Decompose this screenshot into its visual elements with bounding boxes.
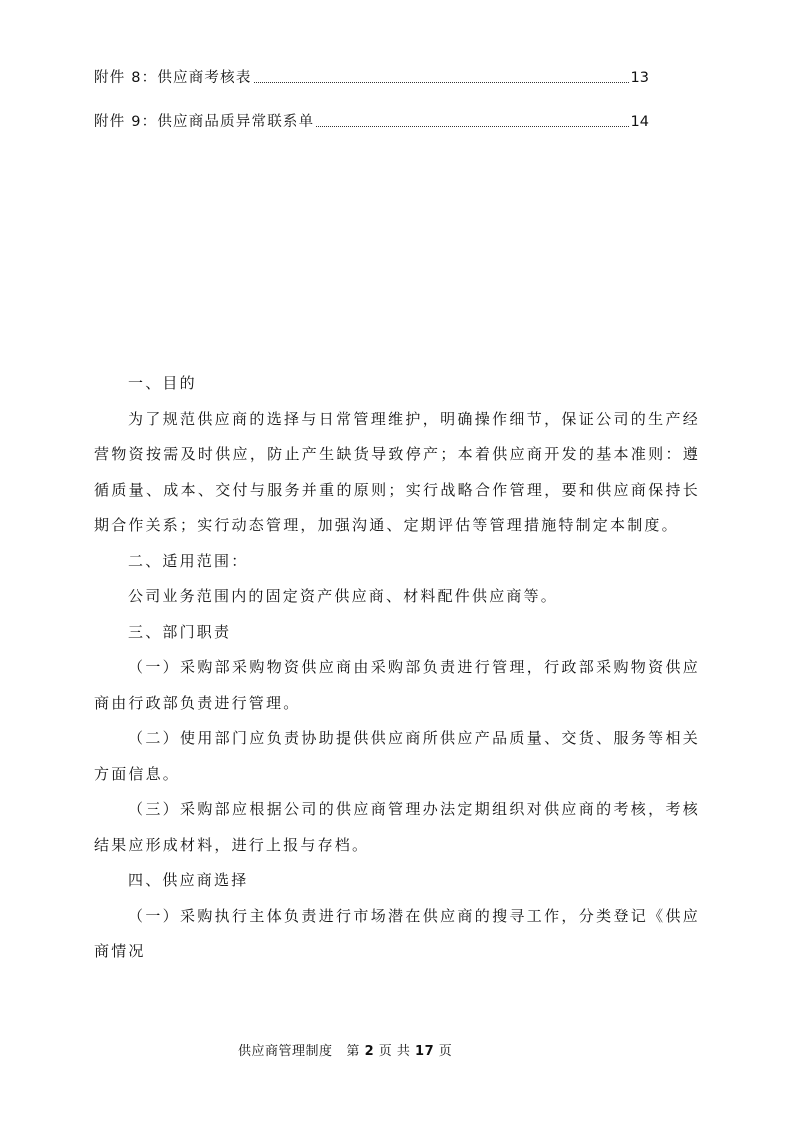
toc-label: 附件 9：供应商品质异常联系单 — [94, 114, 315, 130]
section-heading-purpose: 一、目的 — [128, 374, 197, 392]
footer-doc-name: 供应商管理制度 — [238, 1044, 333, 1059]
footer-total-pages: 17 — [415, 1044, 435, 1059]
toc-page-number: 13 — [630, 70, 649, 86]
document-body — [94, 366, 700, 970]
toc-page-number: 14 — [630, 114, 649, 130]
section-heading-selection: 四、供应商选择 — [128, 871, 249, 889]
footer-current-page: 2 — [364, 1044, 375, 1059]
toc-leader-dots — [316, 126, 628, 127]
paragraph-selection-1: （一）采购执行主体负责进行市场潜在供应商的搜寻工作，分类登记《供应商情况 — [94, 906, 700, 960]
footer-prefix: 第 — [346, 1044, 360, 1059]
footer-suffix: 页 — [438, 1044, 453, 1059]
footer-mid: 页 共 — [378, 1044, 411, 1059]
paragraph-responsibility-2: （二）使用部门应负责协助提供供应商所供应产品质量、交货、服务等相关方面信息。 — [94, 729, 700, 783]
toc-entry-8[interactable] — [94, 66, 649, 87]
page-footer — [238, 1040, 452, 1059]
toc-label: 附件 8：供应商考核表 — [94, 70, 252, 86]
paragraph-responsibility-3: （三）采购部应根据公司的供应商管理办法定期组织对供应商的考核，考核结果应形成材料，进行上报与存档。 — [94, 800, 700, 854]
paragraph-scope: 公司业务范围内的固定资产供应商、材料配件供应商等。 — [128, 587, 559, 605]
toc-entry-9[interactable] — [94, 110, 649, 131]
section-heading-responsibilities: 三、部门职责 — [128, 622, 232, 641]
toc-leader-dots — [254, 82, 629, 83]
paragraph-purpose: 为了规范供应商的选择与日常管理维护，明确操作细节，保证公司的生产经营物资按需及时供应，防止产生缺货导致停产；本着供应商开发的基本准则：遵循质量、成本、交付与服务并重的原则；实行战略合作管理，要和供应商保持长期合作关系；实行动态管理，加强沟通、定期评估等管理措施特制定本制度。 — [94, 409, 700, 534]
section-heading-scope: 二、适用范围： — [128, 551, 249, 570]
paragraph-responsibility-1: （一）采购部采购物资供应商由采购部负责进行管理，行政部采购物资供应商由行政部负责进行管理。 — [94, 658, 700, 712]
